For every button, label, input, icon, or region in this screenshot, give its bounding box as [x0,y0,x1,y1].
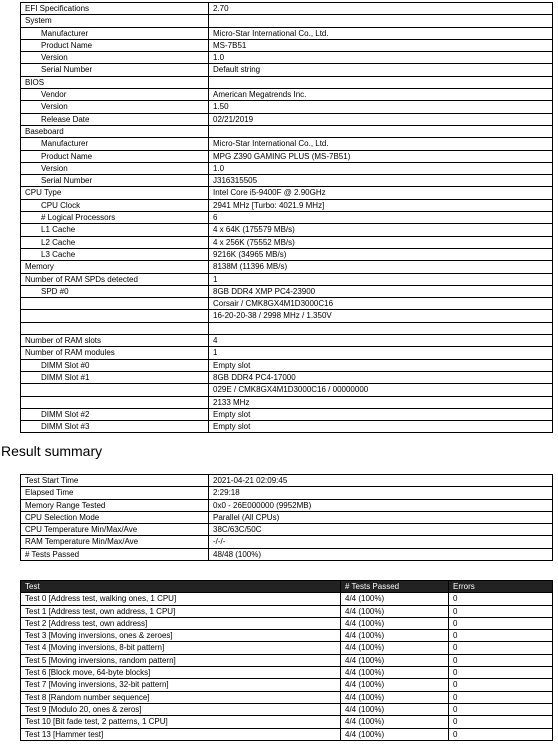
summary-value: 48/48 (100%) [209,548,553,560]
spec-row [21,224,553,236]
spec-row [21,384,553,396]
spec-label: Number of RAM slots [21,335,209,347]
spec-value: MS-7B51 [209,39,553,51]
spec-label [21,384,209,396]
spec-value: American Megatrends Inc. [209,89,553,101]
test-passed: 4/4 (100%) [341,654,449,666]
test-column-header: Test [21,581,341,593]
spec-label: DIMM Slot #1 [21,371,209,383]
spec-label: Serial Number [21,64,209,76]
summary-label: CPU Temperature Min/Max/Ave [21,524,209,536]
spec-value: 2941 MHz [Turbo: 4021.9 MHz] [209,199,553,211]
spec-label: Vendor [21,89,209,101]
spec-label: Baseboard [21,125,209,137]
summary-row [21,536,553,548]
spec-value: 1.0 [209,52,553,64]
errors-column-header: Errors [449,581,553,593]
spec-label: L2 Cache [21,236,209,248]
spec-value: J316315505 [209,175,553,187]
spec-row [21,3,553,15]
spec-value: Empty slot [209,408,553,420]
tests-passed-column-header: # Tests Passed [341,581,449,593]
test-errors: 0 [449,716,553,728]
spec-row [21,101,553,113]
summary-label: Elapsed Time [21,487,209,499]
test-name: Test 13 [Hammer test] [21,728,341,740]
spec-value: 9216K (34965 MB/s) [209,248,553,260]
test-passed: 4/4 (100%) [341,630,449,642]
spec-value: 1 [209,347,553,359]
spec-value: Intel Core i5-9400F @ 2.90GHz [209,187,553,199]
spec-value [209,322,553,334]
test-name: Test 6 [Block move, 64-byte blocks] [21,667,341,679]
spec-label: Number of RAM modules [21,347,209,359]
test-row [21,679,553,691]
test-passed: 4/4 (100%) [341,728,449,740]
spec-row [21,175,553,187]
spec-label: Version [21,101,209,113]
spec-value: Empty slot [209,359,553,371]
spec-label: Version [21,52,209,64]
test-row [21,593,553,605]
spec-row [21,310,553,322]
test-errors: 0 [449,691,553,703]
spec-value: 02/21/2019 [209,113,553,125]
summary-label: # Tests Passed [21,548,209,560]
test-errors: 0 [449,703,553,715]
spec-row [21,39,553,51]
spec-value: Empty slot [209,421,553,433]
spec-row [21,285,553,297]
spec-value: 8GB DDR4 XMP PC4-23900 [209,285,553,297]
spec-row [21,396,553,408]
test-passed: 4/4 (100%) [341,716,449,728]
spec-label [21,396,209,408]
test-row [21,630,553,642]
system-info-body [21,3,553,433]
spec-row [21,113,553,125]
spec-label: # Logical Processors [21,212,209,224]
summary-row [21,487,553,499]
spec-value: 1 [209,273,553,285]
spec-value: 4 [209,335,553,347]
test-row [21,716,553,728]
spec-label: System [21,15,209,27]
spec-row [21,261,553,273]
test-row [21,667,553,679]
summary-row [21,499,553,511]
spec-row [21,162,553,174]
spec-value: 1.50 [209,101,553,113]
test-name: Test 3 [Moving inversions, ones & zeroes] [21,630,341,642]
spec-row [21,335,553,347]
test-errors: 0 [449,593,553,605]
test-errors: 0 [449,642,553,654]
test-row [21,703,553,715]
spec-value: 2.70 [209,3,553,15]
summary-value: 38C/63C/50C [209,524,553,536]
test-row [21,728,553,740]
spec-label: CPU Clock [21,199,209,211]
spec-value: Micro-Star International Co., Ltd. [209,138,553,150]
spec-value [209,125,553,137]
test-passed: 4/4 (100%) [341,593,449,605]
test-errors: 0 [449,728,553,740]
spec-value: MPG Z390 GAMING PLUS (MS-7B51) [209,150,553,162]
test-results-table [20,580,553,741]
test-name: Test 2 [Address test, own address] [21,617,341,629]
spec-row [21,273,553,285]
spec-label: Memory [21,261,209,273]
test-row [21,617,553,629]
spec-row [21,408,553,420]
result-summary-table [20,474,553,561]
summary-label: Memory Range Tested [21,499,209,511]
test-errors: 0 [449,605,553,617]
spec-row [21,15,553,27]
summary-label: Test Start Time [21,475,209,487]
spec-row [21,89,553,101]
test-row [21,691,553,703]
system-info-table [20,2,553,433]
test-passed: 4/4 (100%) [341,617,449,629]
test-passed: 4/4 (100%) [341,691,449,703]
summary-value: 2:29:18 [209,487,553,499]
summary-value: Parallel (All CPUs) [209,511,553,523]
test-passed: 4/4 (100%) [341,605,449,617]
spec-label: Manufacturer [21,138,209,150]
result-summary-heading: Result summary [1,443,103,459]
spec-row [21,138,553,150]
test-results-body [21,593,553,741]
spec-label: Release Date [21,113,209,125]
test-errors: 0 [449,654,553,666]
spec-value: 16-20-20-38 / 2998 MHz / 1.350V [209,310,553,322]
spec-label [21,322,209,334]
test-results-header-row [21,581,553,593]
summary-row [21,548,553,560]
summary-value: 0x0 - 26E000000 (9952MB) [209,499,553,511]
spec-label [21,298,209,310]
spec-label: DIMM Slot #2 [21,408,209,420]
test-row [21,605,553,617]
spec-value: 8GB DDR4 PC4-17000 [209,371,553,383]
test-row [21,654,553,666]
test-errors: 0 [449,667,553,679]
test-name: Test 9 [Modulo 20, ones & zeros] [21,703,341,715]
spec-label: DIMM Slot #3 [21,421,209,433]
spec-row [21,52,553,64]
test-name: Test 7 [Moving inversions, 32-bit pattern] [21,679,341,691]
test-passed: 4/4 (100%) [341,703,449,715]
spec-value: 6 [209,212,553,224]
spec-row [21,64,553,76]
summary-label: CPU Selection Mode [21,511,209,523]
summary-row [21,524,553,536]
test-errors: 0 [449,630,553,642]
spec-label [21,310,209,322]
spec-label: Version [21,162,209,174]
test-name: Test 10 [Bit fade test, 2 patterns, 1 CPU] [21,716,341,728]
spec-label: Manufacturer [21,27,209,39]
spec-row [21,359,553,371]
spec-label: DIMM Slot #0 [21,359,209,371]
test-passed: 4/4 (100%) [341,679,449,691]
spec-label: SPD #0 [21,285,209,297]
spec-value: Default string [209,64,553,76]
summary-label: RAM Temperature Min/Max/Ave [21,536,209,548]
test-name: Test 0 [Address test, walking ones, 1 CPU] [21,593,341,605]
test-errors: 0 [449,679,553,691]
spec-label: L3 Cache [21,248,209,260]
summary-value: 2021-04-21 02:09:45 [209,475,553,487]
spec-row [21,421,553,433]
spec-row [21,125,553,137]
spec-row [21,150,553,162]
spec-value: 8138M (11396 MB/s) [209,261,553,273]
spec-row [21,347,553,359]
test-name: Test 8 [Random number sequence] [21,691,341,703]
spec-label: BIOS [21,76,209,88]
test-errors: 0 [449,617,553,629]
spec-value [209,15,553,27]
test-passed: 4/4 (100%) [341,667,449,679]
spec-label: Product Name [21,150,209,162]
spec-value: 1.0 [209,162,553,174]
spec-label: EFI Specifications [21,3,209,15]
spec-value: 2133 MHz [209,396,553,408]
spec-row [21,371,553,383]
summary-value: -/-/- [209,536,553,548]
spec-value: 4 x 64K (175579 MB/s) [209,224,553,236]
summary-row [21,475,553,487]
spec-label: Number of RAM SPDs detected [21,273,209,285]
spec-label: CPU Type [21,187,209,199]
spec-row [21,236,553,248]
spec-value: 4 x 256K (75552 MB/s) [209,236,553,248]
spec-value [209,76,553,88]
spec-value: Micro-Star International Co., Ltd. [209,27,553,39]
spec-row [21,199,553,211]
test-name: Test 4 [Moving inversions, 8-bit pattern] [21,642,341,654]
spec-row [21,76,553,88]
result-summary-body [21,475,553,561]
spec-row [21,298,553,310]
spec-row [21,212,553,224]
test-passed: 4/4 (100%) [341,642,449,654]
test-row [21,642,553,654]
spec-label: L1 Cache [21,224,209,236]
test-name: Test 1 [Address test, own address, 1 CPU] [21,605,341,617]
spec-row [21,248,553,260]
spec-label: Serial Number [21,175,209,187]
spec-row [21,322,553,334]
spec-row [21,27,553,39]
spec-value: Corsair / CMK8GX4M1D3000C16 [209,298,553,310]
test-name: Test 5 [Moving inversions, random pattern] [21,654,341,666]
spec-value: 029E / CMK8GX4M1D3000C16 / 00000000 [209,384,553,396]
spec-label: Product Name [21,39,209,51]
spec-row [21,187,553,199]
summary-row [21,511,553,523]
